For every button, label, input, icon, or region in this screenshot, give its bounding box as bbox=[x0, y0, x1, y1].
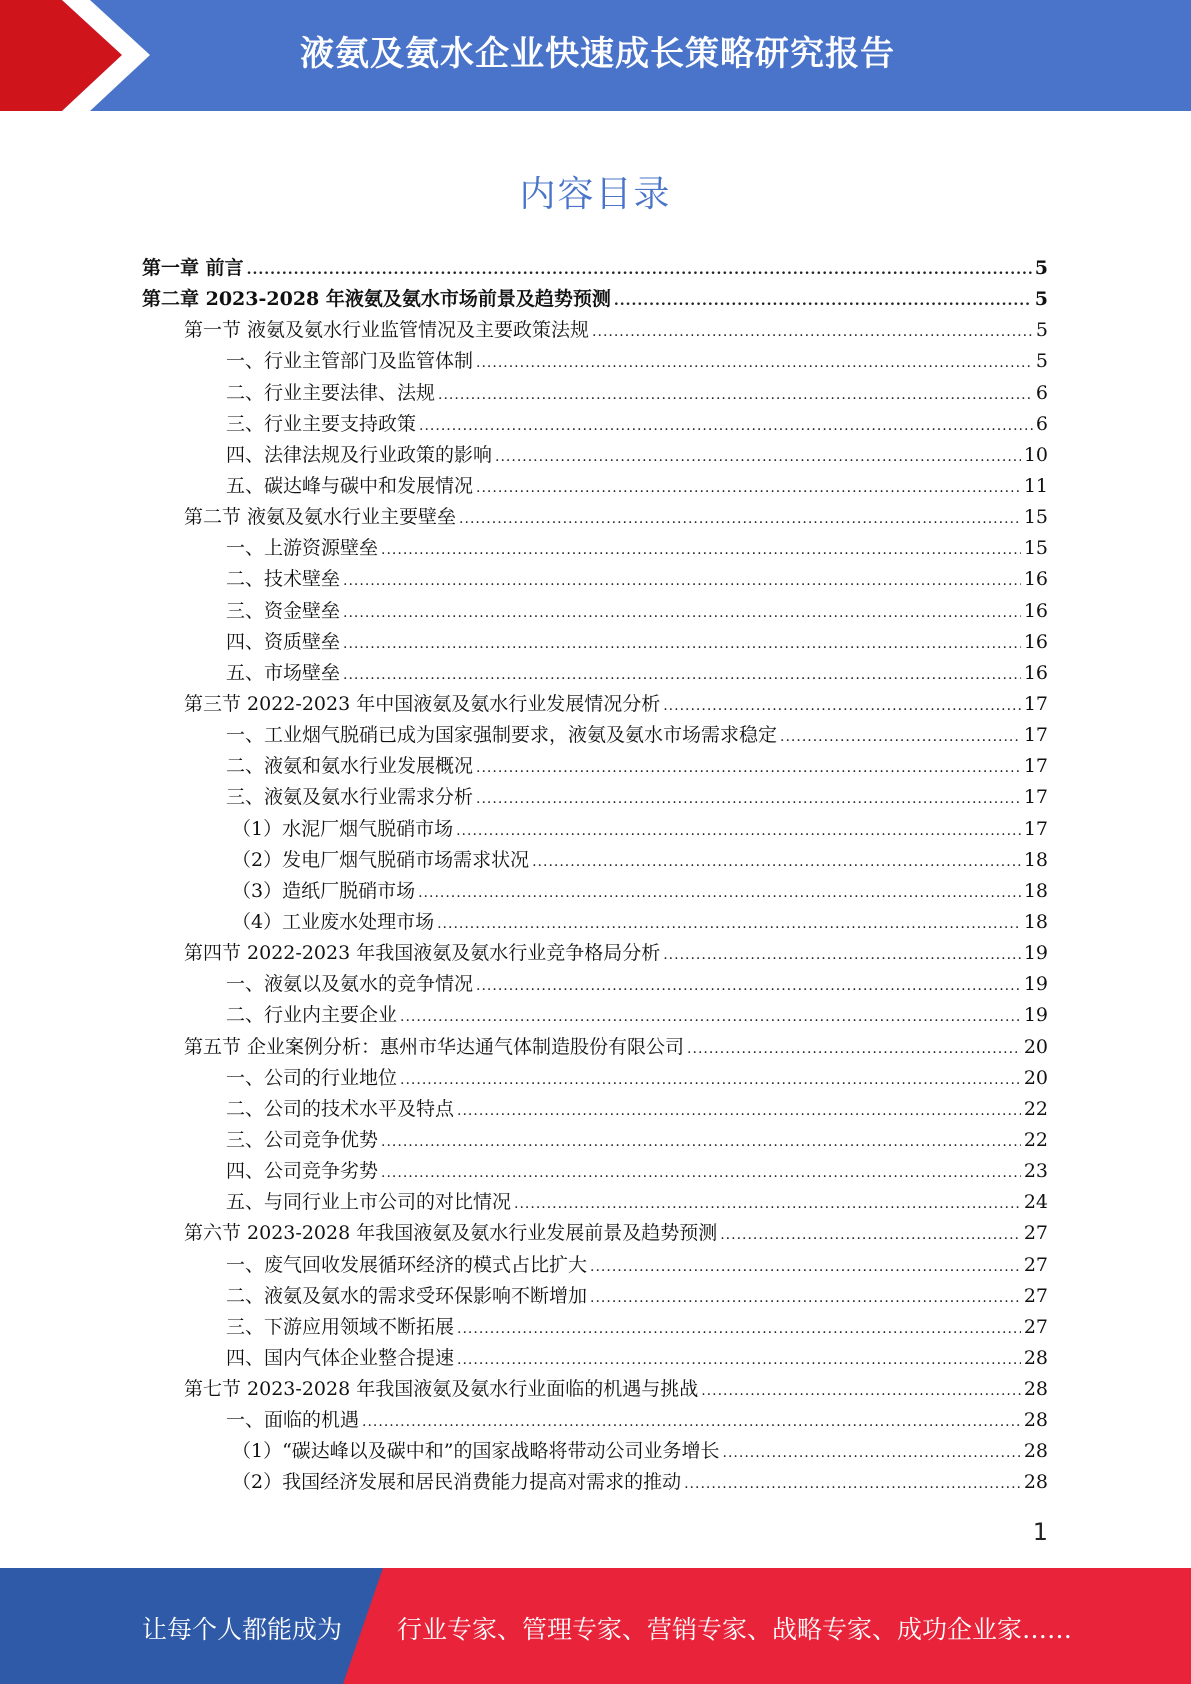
toc-entry-label: 第二节 液氨及氨水行业主要壁垒 bbox=[184, 506, 457, 529]
toc-entry[interactable] bbox=[142, 782, 1048, 813]
toc-dot-leader bbox=[457, 1345, 1021, 1376]
toc-dot-leader bbox=[476, 971, 1021, 1002]
toc-dot-leader bbox=[381, 535, 1021, 566]
toc-entry-page: 16 bbox=[1023, 661, 1048, 684]
toc-entry[interactable] bbox=[142, 409, 1048, 440]
toc-dot-leader bbox=[456, 816, 1021, 847]
toc-entry-page: 17 bbox=[1023, 692, 1048, 715]
toc-entry-page: 17 bbox=[1023, 755, 1048, 778]
toc-dot-leader bbox=[780, 722, 1021, 753]
toc-entry-label: （4）工业废水处理市场 bbox=[232, 910, 435, 933]
toc-dot-leader bbox=[590, 1283, 1021, 1314]
toc-entry-label: 二、液氨及氨水的需求受环保影响不断增加 bbox=[226, 1284, 588, 1307]
toc-entry-page: 28 bbox=[1023, 1409, 1048, 1432]
toc-dot-leader bbox=[438, 380, 1033, 411]
toc-entry-label: 一、工业烟气脱硝已成为国家强制要求，液氨及氨水市场需求稳定 bbox=[226, 724, 778, 747]
toc-entry-label: 五、碳达峰与碳中和发展情况 bbox=[226, 474, 474, 497]
toc-entry-page: 5 bbox=[1034, 257, 1048, 279]
toc-entry[interactable] bbox=[142, 533, 1048, 564]
toc-entry-label: 一、上游资源壁垒 bbox=[226, 537, 379, 560]
toc-entry-page: 28 bbox=[1023, 1440, 1048, 1463]
toc-entry-label: 三、资金壁垒 bbox=[226, 599, 341, 622]
toc-dot-leader bbox=[701, 1376, 1021, 1407]
toc-entry[interactable] bbox=[142, 1343, 1048, 1374]
toc-entry[interactable] bbox=[142, 378, 1048, 409]
toc-entry-label: 四、法律法规及行业政策的影响 bbox=[226, 443, 493, 466]
toc-entry-page: 20 bbox=[1023, 1035, 1048, 1058]
toc-entry[interactable] bbox=[142, 471, 1048, 502]
toc-entry[interactable] bbox=[142, 346, 1048, 377]
toc-dot-leader bbox=[362, 1407, 1021, 1438]
toc-dot-leader bbox=[532, 847, 1021, 878]
toc-entry-page: 6 bbox=[1035, 412, 1048, 435]
toc-entry-label: 三、公司竞争优势 bbox=[226, 1128, 379, 1151]
toc-entry[interactable] bbox=[142, 1250, 1048, 1281]
toc-entry-page: 10 bbox=[1023, 443, 1048, 466]
toc-entry-page: 15 bbox=[1023, 537, 1048, 560]
toc-entry[interactable] bbox=[142, 1281, 1048, 1312]
toc-entry-label: 第三节 2022-2023 年中国液氨及氨水行业发展情况分析 bbox=[184, 692, 661, 715]
toc-entry-page: 11 bbox=[1023, 474, 1048, 497]
toc-entry-page: 17 bbox=[1023, 724, 1048, 747]
toc-entry-label: 一、公司的行业地位 bbox=[226, 1066, 398, 1089]
toc-dot-leader bbox=[343, 598, 1021, 629]
toc-entry[interactable] bbox=[142, 1436, 1048, 1467]
toc-dot-leader bbox=[400, 1002, 1021, 1033]
toc-dot-leader bbox=[720, 1220, 1021, 1251]
toc-dot-leader bbox=[684, 1469, 1021, 1500]
toc-entry-page: 5 bbox=[1035, 350, 1048, 373]
toc-dot-leader bbox=[495, 442, 1021, 473]
toc-entry[interactable] bbox=[142, 1000, 1048, 1031]
toc-entry-page: 19 bbox=[1023, 1004, 1048, 1027]
toc-entry-page: 27 bbox=[1023, 1315, 1048, 1338]
toc-entry-page: 17 bbox=[1023, 786, 1048, 809]
page-header bbox=[0, 0, 1191, 111]
footer-slogan-left: 让每个人都能成为 bbox=[142, 1615, 343, 1644]
toc-entry-label: 五、与同行业上市公司的对比情况 bbox=[226, 1191, 512, 1214]
toc-dot-leader bbox=[400, 1065, 1021, 1096]
toc-dot-leader bbox=[343, 629, 1021, 660]
page-footer bbox=[0, 1568, 1191, 1684]
toc-entry[interactable] bbox=[142, 1094, 1048, 1125]
toc-entry-label: 第五节 企业案例分析：惠州市华达通气体制造股份有限公司 bbox=[184, 1035, 685, 1058]
toc-entry-label: （2）我国经济发展和居民消费能力提高对需求的推动 bbox=[232, 1471, 682, 1494]
toc-dot-leader bbox=[343, 566, 1021, 597]
toc-dot-leader bbox=[476, 473, 1021, 504]
footer-slogan-right: 行业专家、管理专家、营销专家、战略专家、成功企业家…… bbox=[397, 1615, 1073, 1644]
report-title: 液氨及氨水企业快速成长策略研究报告 bbox=[300, 34, 895, 74]
toc-dot-leader bbox=[437, 909, 1021, 940]
toc-entry-page: 28 bbox=[1023, 1471, 1048, 1494]
toc-entry-page: 19 bbox=[1023, 942, 1048, 965]
toc-dot-leader bbox=[457, 1096, 1021, 1127]
toc-entry[interactable] bbox=[142, 1063, 1048, 1094]
toc-entry-label: （3）造纸厂脱硝市场 bbox=[232, 879, 416, 902]
toc-entry-label: 二、公司的技术水平及特点 bbox=[226, 1097, 455, 1120]
toc-entry-page: 5 bbox=[1034, 288, 1048, 311]
table-of-contents bbox=[142, 253, 1048, 1499]
toc-entry-label: 三、下游应用领域不断拓展 bbox=[226, 1315, 455, 1338]
toc-entry-page: 16 bbox=[1023, 630, 1048, 653]
toc-entry-label: 一、液氨以及氨水的竞争情况 bbox=[226, 973, 474, 996]
toc-dot-leader bbox=[687, 1034, 1021, 1065]
toc-entry-label: 第一章 前言 bbox=[142, 257, 244, 279]
toc-dot-leader bbox=[476, 348, 1033, 379]
toc-heading: 内容目录 bbox=[519, 174, 672, 215]
toc-entry[interactable] bbox=[142, 1187, 1048, 1218]
toc-entry-label: 第七节 2023-2028 年我国液氨及氨水行业面临的机遇与挑战 bbox=[184, 1378, 699, 1401]
toc-dot-leader bbox=[381, 1158, 1021, 1189]
toc-entry[interactable] bbox=[142, 876, 1048, 907]
toc-dot-leader bbox=[663, 691, 1021, 722]
toc-dot-leader bbox=[476, 753, 1021, 784]
toc-dot-leader bbox=[592, 317, 1033, 348]
toc-entry[interactable] bbox=[142, 284, 1048, 315]
toc-entry[interactable] bbox=[142, 814, 1048, 845]
toc-entry-label: 一、行业主管部门及监管体制 bbox=[226, 350, 474, 373]
toc-entry-page: 16 bbox=[1023, 568, 1048, 591]
toc-dot-leader bbox=[590, 1252, 1021, 1283]
toc-dot-leader bbox=[381, 1127, 1021, 1158]
toc-dot-leader bbox=[514, 1189, 1021, 1220]
page-number: 1 bbox=[1032, 1518, 1048, 1546]
toc-entry-page: 18 bbox=[1023, 848, 1048, 871]
toc-entry-page: 15 bbox=[1023, 506, 1048, 529]
toc-entry-page: 27 bbox=[1023, 1253, 1048, 1276]
toc-entry-page: 18 bbox=[1023, 879, 1048, 902]
toc-entry-label: 第四节 2022-2023 年我国液氨及氨水行业竞争格局分析 bbox=[184, 942, 661, 965]
toc-entry[interactable] bbox=[142, 720, 1048, 751]
toc-dot-leader bbox=[459, 504, 1021, 535]
toc-entry-page: 28 bbox=[1023, 1378, 1048, 1401]
toc-entry-page: 6 bbox=[1035, 381, 1048, 404]
toc-entry-label: 四、资质壁垒 bbox=[226, 630, 341, 653]
toc-entry-page: 27 bbox=[1023, 1284, 1048, 1307]
toc-entry[interactable] bbox=[142, 564, 1048, 595]
toc-dot-leader bbox=[476, 784, 1021, 815]
toc-entry[interactable] bbox=[142, 907, 1048, 938]
toc-entry[interactable] bbox=[142, 689, 1048, 720]
toc-entry-label: （1）水泥厂烟气脱硝市场 bbox=[232, 817, 454, 840]
toc-entry[interactable] bbox=[142, 751, 1048, 782]
toc-entry[interactable] bbox=[142, 1374, 1048, 1405]
toc-entry-page: 22 bbox=[1023, 1128, 1048, 1151]
toc-dot-leader bbox=[663, 940, 1021, 971]
toc-entry-page: 24 bbox=[1023, 1191, 1048, 1214]
toc-entry-label: 第六节 2023-2028 年我国液氨及氨水行业发展前景及趋势预测 bbox=[184, 1222, 718, 1245]
toc-entry[interactable] bbox=[142, 502, 1048, 533]
toc-entry[interactable] bbox=[142, 1125, 1048, 1156]
toc-entry-label: 第一节 液氨及氨水行业监管情况及主要政策法规 bbox=[184, 319, 590, 342]
toc-entry-label: 第二章 2023-2028 年液氨及氨水市场前景及趋势预测 bbox=[142, 288, 611, 311]
toc-entry-label: 五、市场壁垒 bbox=[226, 661, 341, 684]
toc-entry-page: 23 bbox=[1023, 1160, 1048, 1183]
toc-entry[interactable] bbox=[142, 845, 1048, 876]
toc-entry-label: 一、废气回收发展循环经济的模式占比扩大 bbox=[226, 1253, 588, 1276]
toc-dot-leader bbox=[614, 286, 1032, 317]
toc-dot-leader bbox=[247, 255, 1032, 286]
toc-entry-page: 16 bbox=[1023, 599, 1048, 622]
toc-entry-label: （2）发电厂烟气脱硝市场需求状况 bbox=[232, 848, 530, 871]
toc-entry[interactable] bbox=[142, 440, 1048, 471]
toc-entry-label: 二、行业内主要企业 bbox=[226, 1004, 398, 1027]
toc-entry-page: 17 bbox=[1023, 817, 1048, 840]
toc-entry-label: 三、液氨及氨水行业需求分析 bbox=[226, 786, 474, 809]
toc-entry-page: 20 bbox=[1023, 1066, 1048, 1089]
toc-dot-leader bbox=[457, 1314, 1021, 1345]
toc-entry[interactable] bbox=[142, 969, 1048, 1000]
toc-entry-page: 18 bbox=[1023, 910, 1048, 933]
toc-entry-page: 27 bbox=[1023, 1222, 1048, 1245]
toc-entry[interactable] bbox=[142, 658, 1048, 689]
toc-entry[interactable] bbox=[142, 627, 1048, 658]
toc-entry-page: 22 bbox=[1023, 1097, 1048, 1120]
toc-entry[interactable] bbox=[142, 1312, 1048, 1343]
toc-entry-label: 三、行业主要支持政策 bbox=[226, 412, 417, 435]
toc-entry[interactable] bbox=[142, 1467, 1048, 1498]
toc-entry-page: 28 bbox=[1023, 1346, 1048, 1369]
toc-entry[interactable] bbox=[142, 938, 1048, 969]
toc-entry[interactable] bbox=[142, 1032, 1048, 1063]
toc-entry[interactable] bbox=[142, 1218, 1048, 1249]
toc-entry-label: 二、行业主要法律、法规 bbox=[226, 381, 436, 404]
toc-entry[interactable] bbox=[142, 1405, 1048, 1436]
toc-entry-label: 四、国内气体企业整合提速 bbox=[226, 1346, 455, 1369]
toc-entry-page: 19 bbox=[1023, 973, 1048, 996]
toc-entry[interactable] bbox=[142, 315, 1048, 346]
toc-entry[interactable] bbox=[142, 253, 1048, 284]
toc-entry[interactable] bbox=[142, 1156, 1048, 1187]
toc-dot-leader bbox=[343, 660, 1021, 691]
toc-dot-leader bbox=[419, 411, 1033, 442]
toc-entry-label: 二、液氨和氨水行业发展概况 bbox=[226, 755, 474, 778]
toc-entry-page: 5 bbox=[1035, 319, 1048, 342]
toc-dot-leader bbox=[723, 1438, 1021, 1469]
toc-entry-label: （1）“碳达峰以及碳中和”的国家战略将带动公司业务增长 bbox=[232, 1440, 720, 1463]
toc-entry-label: 一、面临的机遇 bbox=[226, 1409, 360, 1432]
toc-entry-label: 四、公司竞争劣势 bbox=[226, 1160, 379, 1183]
toc-entry[interactable] bbox=[142, 596, 1048, 627]
toc-dot-leader bbox=[418, 878, 1021, 909]
toc-entry-label: 二、技术壁垒 bbox=[226, 568, 341, 591]
